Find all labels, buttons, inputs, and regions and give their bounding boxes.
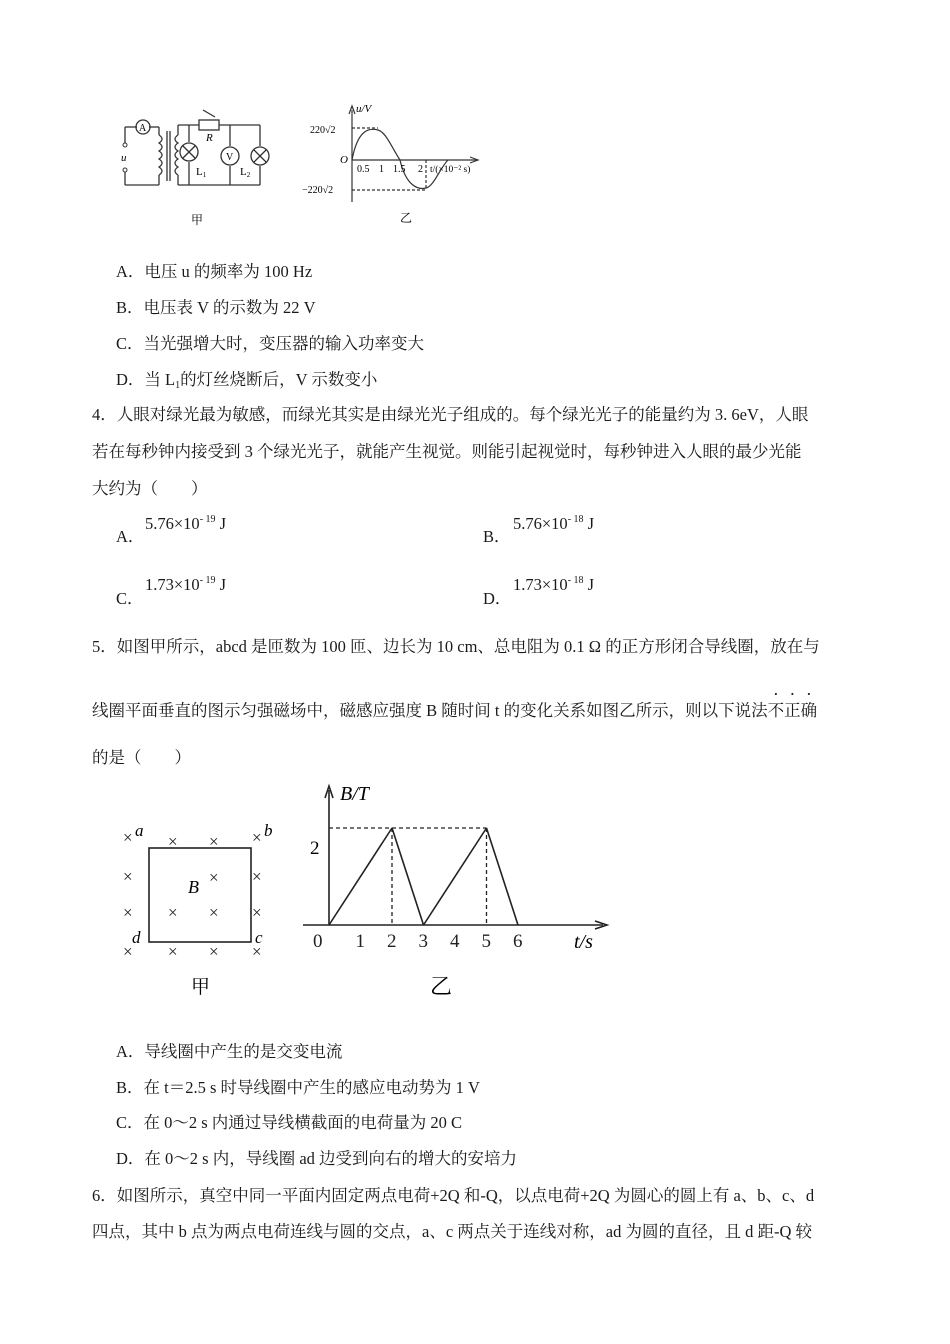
x-tick-5: 5 — [481, 931, 491, 952]
q5-option-c[interactable]: C．在 0～2 s 内通过导线横截面的电荷量为 20 C — [116, 1113, 463, 1132]
q4-option-b-value: $5.76\times 10^{- 18}$ J — [513, 514, 595, 533]
corner-b: b — [264, 821, 273, 840]
resistor-label: R — [206, 132, 213, 144]
q6-line-1: 6．如图所示，真空中同一平面内固定两点电荷+2Q 和-Q，以点电荷+2Q 为圆心的圆上有 a、b、c、d — [92, 1186, 815, 1205]
fig-yi-caption: 乙 — [400, 211, 413, 225]
q3-option-a[interactable]: A．电压 u 的频率为 100 Hz — [116, 262, 313, 281]
x-tick-2: 2 — [387, 931, 397, 952]
q4-option-c-value: $1.73\times 10^{- 19}$ J — [145, 575, 227, 594]
x-tick-2: 2 — [418, 164, 423, 175]
y-min-label: −220√2 — [302, 185, 334, 196]
corner-c: c — [255, 928, 263, 947]
x-tick-4: 4 — [450, 931, 460, 952]
t-axis-label: t/(×10⁻² s) — [430, 165, 471, 175]
q4-option-a-value: $5.76\times 10^{- 19}$ J — [145, 514, 227, 533]
svg-text:×: × — [209, 832, 219, 851]
q4-line-1: 4．人眼对绿光最为敏感，而绿光其实是由绿光光子组成的。每个绿光光子的能量约为 3. 6eV，人眼 — [92, 405, 809, 424]
x-tick-0.5: 0.5 — [357, 164, 370, 175]
q5-coil-figure — [118, 818, 283, 1000]
q6-line-2: 四点，其中 b 点为两点电荷连线与圆的交点，a、c 两点关于连线对称，ad 为圆的直径，且 d 距-Q 较 — [92, 1222, 813, 1241]
x-tick-0: 0 — [313, 931, 323, 952]
q5-line-1: 5．如图甲所示，abcd 是匝数为 100 匝、边长为 10 cm、总电阻为 0.1 Ω 的正方形闭合导线圈，放在与 — [92, 637, 820, 656]
q3-option-b[interactable]: B．电压表 V 的示数为 22 V — [116, 298, 316, 317]
lamp1-label: L1 — [196, 166, 207, 179]
fig-jia-caption-q5: 甲 — [191, 977, 211, 998]
q4-option-d-value: $1.73\times 10^{- 18}$ J — [513, 575, 595, 594]
svg-text:×: × — [168, 832, 178, 851]
svg-text:×: × — [123, 903, 133, 922]
q5-bt-chart — [298, 780, 613, 1000]
q5-option-b[interactable]: B．在 t＝2.5 s 时导线圈中产生的感应电动势为 1 V — [116, 1078, 480, 1097]
bt-segment-3 — [487, 828, 519, 925]
fig-jia-caption: 甲 — [191, 213, 204, 227]
svg-text:×: × — [209, 903, 219, 922]
y-tick-2: 2 — [310, 838, 320, 859]
svg-text:×: × — [123, 942, 133, 961]
x-tick-1.5: 1.5 — [393, 164, 406, 175]
svg-text:×: × — [252, 903, 262, 922]
fig-yi-caption-q5: 乙 — [430, 974, 453, 999]
q5-option-a[interactable]: A．导线圈中产生的是交变电流 — [116, 1042, 343, 1061]
x-tick-3: 3 — [418, 931, 428, 952]
q5-line-3: 的是（ ） — [92, 748, 191, 767]
x-tick-1: 1 — [379, 164, 384, 175]
svg-text:×: × — [123, 867, 133, 886]
x-tick-6: 6 — [513, 931, 523, 952]
q5-line-2: 线圈平面垂直的图示匀强磁场中，磁感应强度 B 随时间 t 的变化关系如图乙所示，则以下说法不正确 — [92, 701, 818, 720]
bt-segment-2 — [424, 828, 487, 925]
svg-text:×: × — [209, 868, 219, 887]
bt-segment-0 — [329, 828, 392, 925]
svg-text:×: × — [252, 867, 262, 886]
x-axis-label: t/s — [574, 931, 593, 953]
q5-option-d[interactable]: D．在 0～2 s 内，导线圈 ad 边受到向右的增大的安培力 — [116, 1149, 518, 1168]
y-axis-label: B/T — [340, 783, 369, 805]
u-axis-label: u/V — [356, 103, 372, 115]
svg-text:×: × — [252, 942, 262, 961]
bt-segment-1 — [392, 828, 424, 925]
q4-option-b-letter[interactable]: B． — [483, 527, 511, 546]
q4-option-a-letter[interactable]: A． — [116, 527, 145, 546]
field-label: B — [188, 877, 199, 897]
svg-text:×: × — [123, 828, 133, 847]
q3-circuit-figure — [115, 105, 285, 230]
q4-line-2: 若在每秒钟内接受到 3 个绿光光子，就能产生视觉。则能引起视觉时，每秒钟进入人眼的最少光能 — [92, 442, 802, 461]
corner-a: a — [135, 821, 144, 840]
svg-text:×: × — [209, 942, 219, 961]
y-max-label: 220√2 — [310, 125, 336, 136]
q3-option-d[interactable]: D．当 L1的灯丝烧断后，V 示数变小 — [116, 370, 378, 391]
q4-option-c-letter[interactable]: C． — [116, 589, 144, 608]
svg-text:×: × — [252, 828, 262, 847]
svg-text:×: × — [168, 903, 178, 922]
q4-line-3: 大约为（ ） — [92, 479, 208, 498]
u-label: u — [121, 152, 127, 164]
origin-label: O — [340, 154, 348, 166]
q3-voltage-graph — [300, 98, 500, 232]
q4-option-d-letter[interactable]: D． — [483, 589, 512, 608]
svg-text:×: × — [168, 942, 178, 961]
q3-option-c[interactable]: C．当光强增大时，变压器的输入功率变大 — [116, 334, 425, 353]
lamp2-label: L2 — [240, 166, 251, 179]
voltmeter-label: V — [226, 152, 234, 163]
x-tick-1: 1 — [355, 931, 365, 952]
ammeter-label: A — [139, 123, 147, 134]
corner-d: d — [132, 928, 141, 947]
